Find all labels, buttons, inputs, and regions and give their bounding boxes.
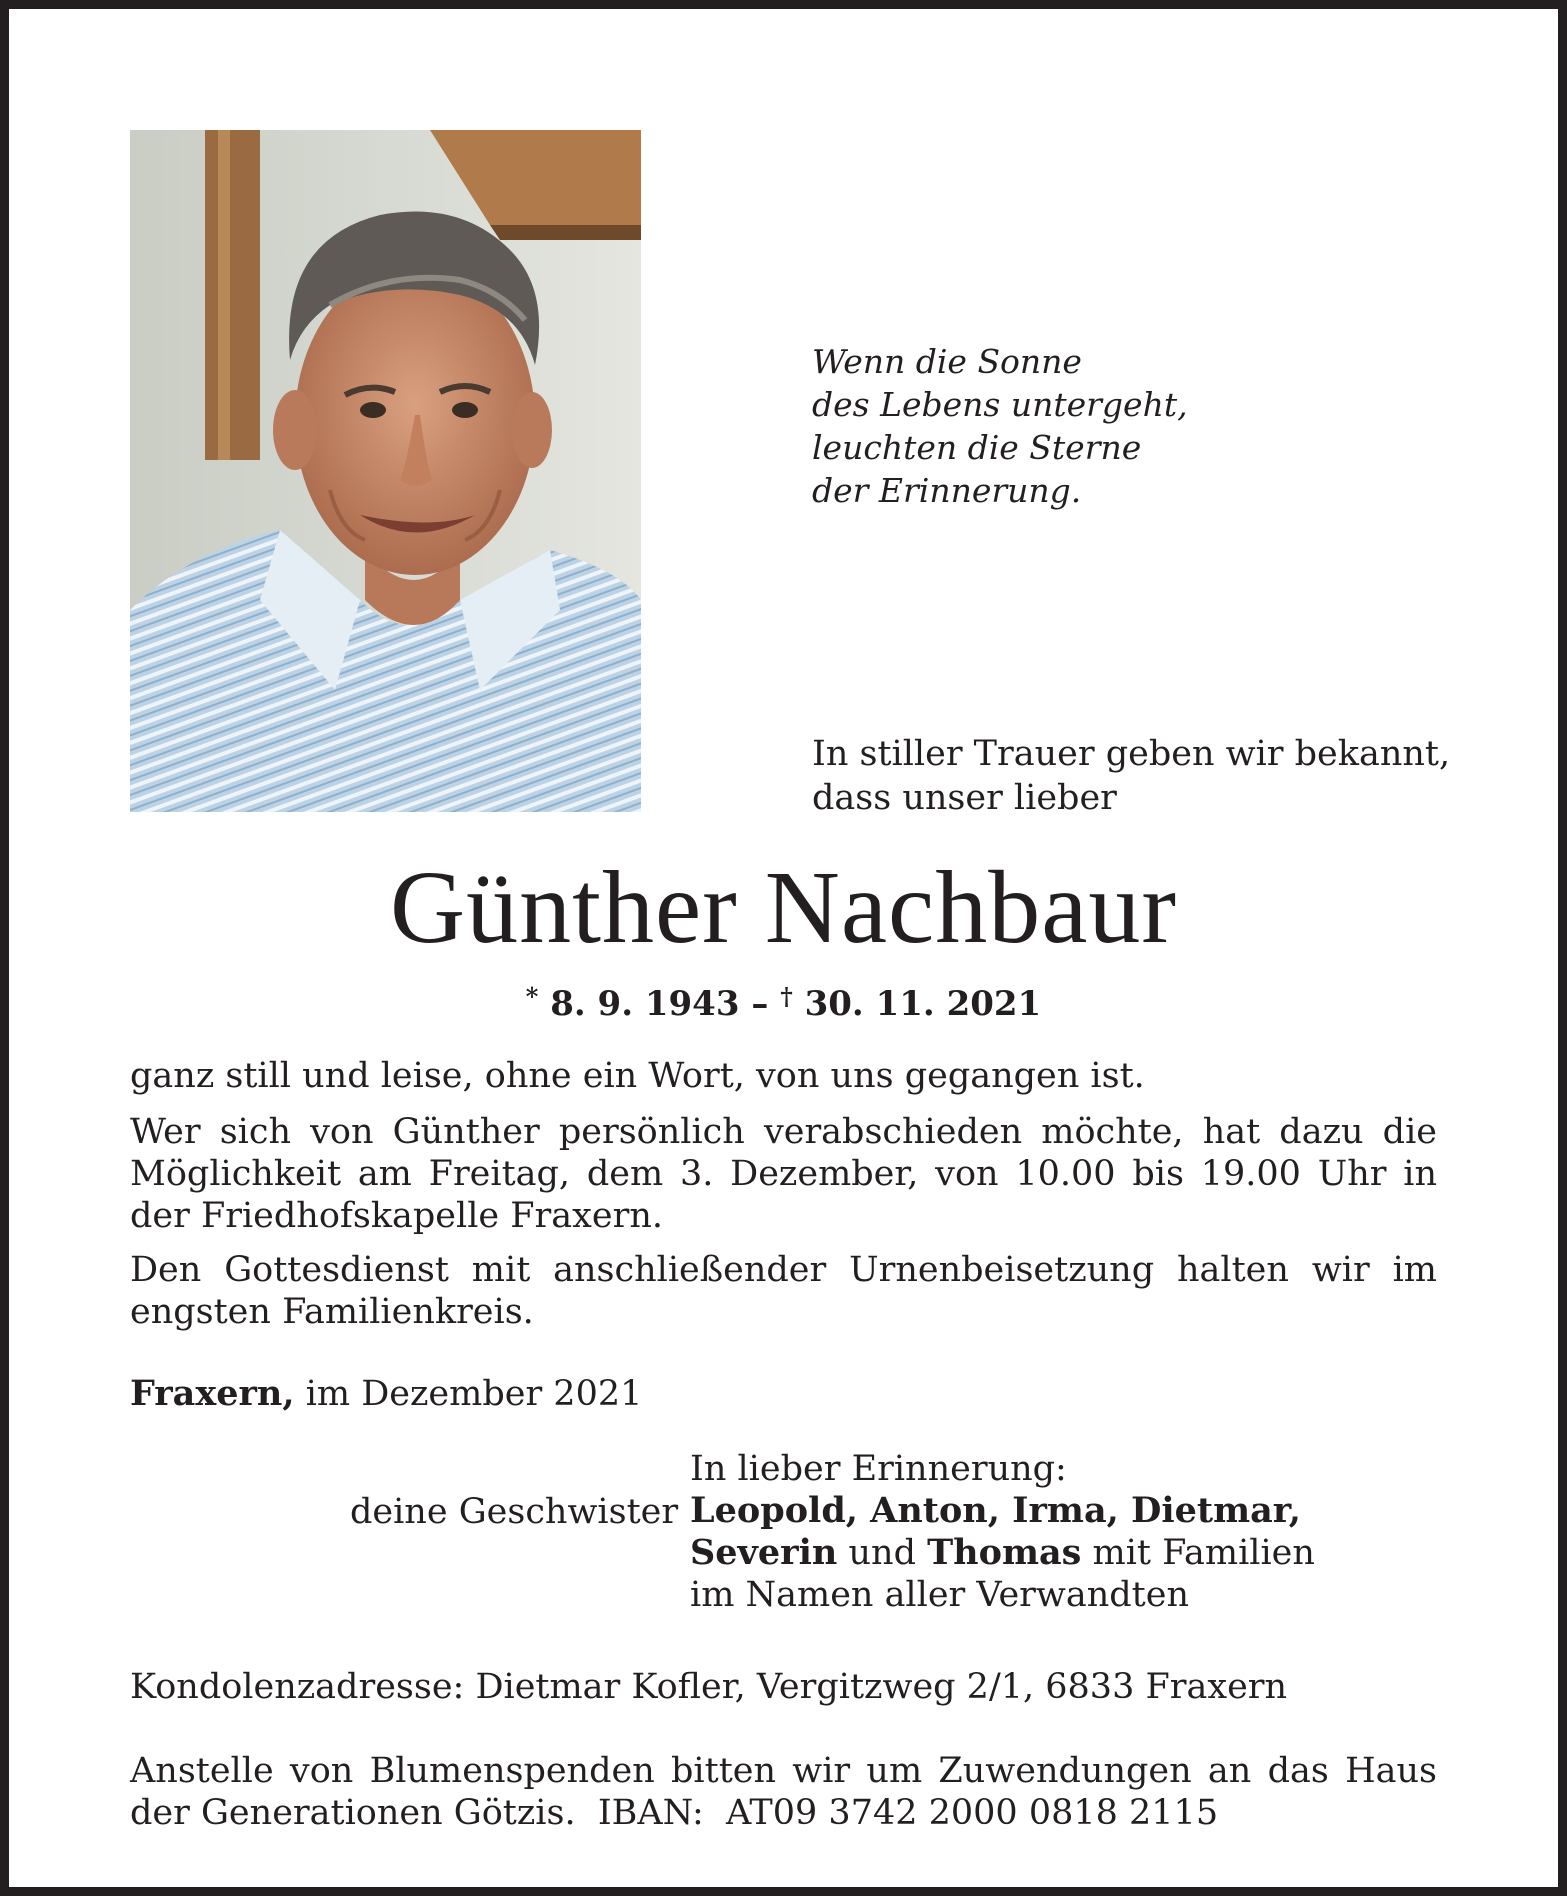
mourner-names: Leopold, Anton, Irma, Dietmar, <box>690 1490 1301 1531</box>
announcement <box>812 732 1450 820</box>
relatives-line: im Namen aller Verwandten <box>690 1575 1189 1615</box>
mourner-names-line <box>690 1532 1315 1574</box>
and-text: und <box>848 1533 916 1573</box>
mourner-names-line <box>690 1490 1315 1532</box>
verse-line: des Lebens untergeht, <box>812 385 1188 424</box>
mourner-name-thomas: Thomas <box>927 1532 1082 1573</box>
announcement-line: In stiller Trauer geben wir bekannt, <box>812 734 1451 774</box>
body-paragraph: ganz still und leise, ohne ein Wort, von uns gegangen ist. <box>130 1056 1145 1096</box>
birth-mark: * <box>525 982 539 1011</box>
date-separator: – <box>751 984 769 1024</box>
place-date-text: im Dezember 2021 <box>305 1374 643 1414</box>
donation-line-iban: der Generationen Götzis. IBAN: AT09 3742 2000 0818 2115 <box>130 1793 1219 1833</box>
donation-note <box>130 1750 1437 1834</box>
memory-intro: In lieber Erinnerung: <box>690 1449 1067 1489</box>
siblings-label: deine Geschwister <box>350 1492 679 1532</box>
life-dates <box>0 975 1567 1026</box>
announcement-line: dass unser lieber <box>812 778 1117 818</box>
with-families-text: mit Familien <box>1092 1533 1315 1573</box>
condolence-address: Kondolenzadresse: Dietmar Kofler, Vergitzweg 2/1, 6833 Fraxern <box>130 1667 1288 1707</box>
deceased-name: Günther Nachbaur <box>389 850 1177 965</box>
body-paragraph: Den Gottesdienst mit anschließender Urnenbeisetzung halten wir im engsten Familienkreis. <box>130 1250 1437 1332</box>
mourners-block <box>690 1448 1315 1616</box>
death-date: 30. 11. 2021 <box>804 984 1042 1024</box>
body-paragraph: Wer sich von Günther persönlich verabschieden möchte, hat dazu die Möglichkeit am Freitag, dem 3. Dezember, von 10.00 bis 19.00 Uhr in der Friedhofskapelle Fraxern. <box>130 1112 1437 1236</box>
verse-line: leuchten die Sterne <box>812 428 1142 467</box>
portrait-photo <box>130 130 641 812</box>
death-mark: † <box>780 982 793 1011</box>
place-town: Fraxern, <box>130 1373 295 1414</box>
body-text <box>130 1055 1437 1345</box>
mourner-name-severin: Severin <box>690 1532 838 1573</box>
donation-line: Anstelle von Blumenspenden bitten wir um Zuwendungen an das Haus <box>130 1751 1437 1791</box>
verse-line: Wenn die Sonne <box>812 342 1082 381</box>
verse-quote <box>812 340 1188 512</box>
birth-date: 8. 9. 1943 <box>550 984 740 1024</box>
place-date <box>130 1372 642 1416</box>
verse-line: der Erinnerung. <box>812 471 1082 510</box>
